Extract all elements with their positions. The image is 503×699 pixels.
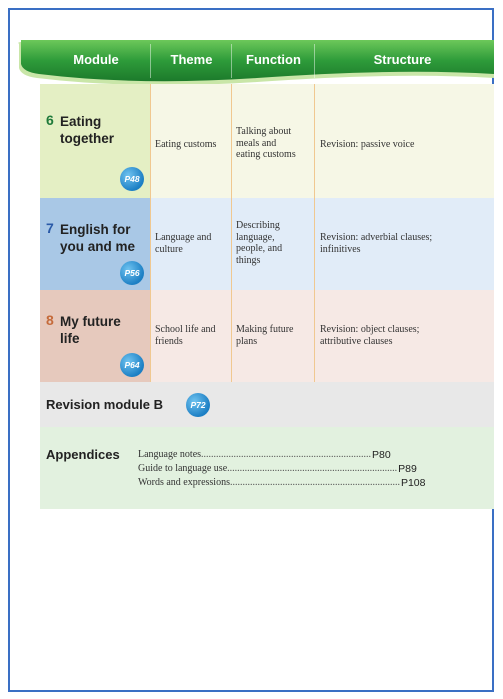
module-number: 6: [46, 112, 54, 128]
module-row-8: [40, 290, 494, 382]
module-number: 7: [46, 220, 54, 236]
module-title-line1: English for: [60, 222, 131, 237]
header-theme: Theme: [170, 52, 213, 67]
module-cell: [40, 290, 150, 382]
column-divider: [150, 290, 151, 382]
revision-row: [40, 382, 494, 427]
column-divider: [314, 198, 315, 290]
structure-text: Revision: object clauses; attributive clauses: [320, 324, 420, 347]
theme-text: Language and culture: [155, 232, 212, 255]
module-title-line1: My future: [60, 314, 121, 329]
structure-text: Revision: adverbial clauses; infinitives: [320, 232, 433, 255]
page-badge[interactable]: P56: [120, 261, 144, 285]
page-badge[interactable]: P48: [120, 167, 144, 191]
structure-text: Revision: passive voice: [320, 139, 415, 150]
appendix-item[interactable]: Guide to language use .................................................................... P89: [138, 463, 417, 475]
module-row-6: [40, 84, 494, 198]
theme-text: School life and friends: [155, 324, 216, 347]
column-divider: [314, 290, 315, 382]
function-text: Talking about meals and eating customs: [236, 126, 296, 160]
column-divider: [231, 198, 232, 290]
module-number: 8: [46, 312, 54, 328]
appendix-item[interactable]: Language notes .................................................................... P80: [138, 449, 391, 461]
appendices-row: [40, 427, 494, 509]
header-function: Function: [246, 52, 301, 67]
column-divider: [150, 84, 151, 198]
page-badge[interactable]: P72: [186, 393, 210, 417]
table-header: [17, 38, 494, 84]
module-title-line1: Eating: [60, 114, 102, 129]
column-divider: [150, 198, 151, 290]
module-cell: [40, 198, 150, 290]
function-text: Making future plans: [236, 324, 294, 347]
header-structure: Structure: [373, 52, 432, 67]
column-divider: [314, 84, 315, 198]
header-module: Module: [73, 52, 119, 67]
appendices-title: Appendices: [46, 447, 120, 462]
appendix-item[interactable]: Words and expressions .................................................................... P108: [138, 477, 426, 489]
module-row-7: [40, 198, 494, 290]
module-title-line2: life: [60, 331, 80, 346]
module-cell: [40, 84, 150, 198]
theme-text: Eating customs: [155, 139, 217, 150]
page-badge[interactable]: P64: [120, 353, 144, 377]
column-divider: [231, 290, 232, 382]
revision-title: Revision module B: [46, 397, 164, 412]
module-title-line2: together: [60, 131, 114, 146]
column-divider: [231, 84, 232, 198]
module-title-line2: you and me: [60, 239, 136, 254]
function-text: Describing language, people, and things: [236, 220, 283, 266]
